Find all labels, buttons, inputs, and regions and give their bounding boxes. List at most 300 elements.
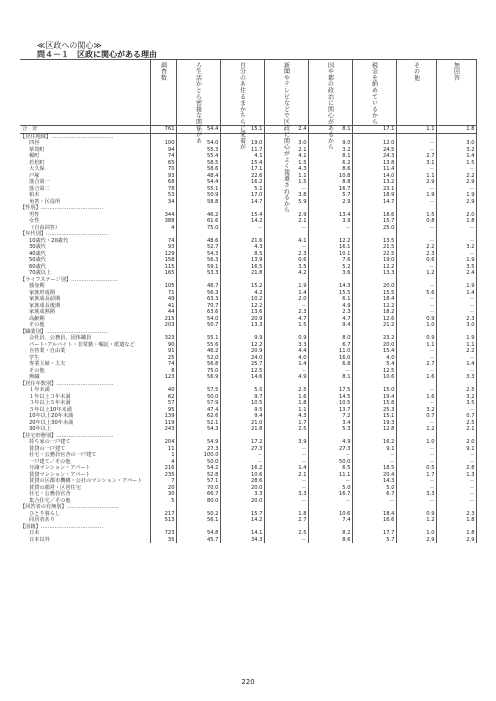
value-cell: 68 (150, 179, 176, 186)
value-cell: 55.1 (176, 186, 220, 193)
value-cell: 4.9 (308, 439, 352, 446)
value-cell: － (396, 225, 436, 232)
value-cell: 15.2 (220, 283, 264, 290)
value-cell: 14.7 (220, 199, 264, 206)
value-cell: 3.5 (264, 264, 308, 271)
value-cell: 20.9 (220, 348, 264, 355)
value-cell: 4.7 (264, 316, 308, 323)
value-cell: 12.2 (308, 238, 352, 245)
category-label: 【居住地域】……………………………… (20, 133, 114, 140)
value-cell: 0.7 (436, 413, 476, 420)
value-cell: 48.6 (176, 238, 220, 245)
value-cell: 3.8 (264, 192, 308, 199)
row-label: 社宅・公務員官舎の一戸建て (29, 452, 97, 458)
value-cell: － (436, 498, 476, 505)
value-cell: 5.4 (352, 361, 396, 368)
value-cell: 1.9 (264, 283, 308, 290)
value-cell: 19.0 (352, 257, 396, 264)
value-cell: 8.1 (308, 126, 352, 134)
value-cell: 63.6 (176, 309, 220, 316)
row-label: ３年以上５年未満 (29, 400, 71, 406)
value-cell: 75.0 (176, 225, 220, 232)
value-cell: 10.2 (220, 296, 264, 303)
value-cell: 12.2 (352, 303, 396, 310)
value-cell: 9.1 (352, 446, 396, 453)
value-cell: 3.1 (396, 160, 436, 167)
value-cell: 94 (150, 147, 176, 154)
value-cell: － (436, 355, 476, 362)
value-cell: 56.3 (176, 290, 220, 297)
value-cell: 10.5 (220, 400, 264, 407)
value-cell: 56.9 (176, 374, 220, 381)
value-cell: － (396, 296, 436, 303)
row-label: １年未満 (29, 387, 50, 393)
value-cell: 2.3 (264, 251, 308, 258)
value-cell: 8.0 (308, 335, 352, 342)
value-cell: － (396, 309, 436, 316)
category-label: 【性別】……………………………… (20, 205, 104, 211)
value-cell: 12.8 (352, 426, 396, 433)
value-cell: 16.7 (308, 491, 352, 498)
value-cell: 3.6 (308, 270, 352, 277)
value-cell: － (436, 407, 476, 414)
value-cell: 1.8 (436, 517, 476, 524)
value-cell: 1.9 (436, 335, 476, 342)
value-cell: 55.1 (176, 335, 220, 342)
value-cell: 16.5 (220, 264, 264, 271)
value-cell: 66.7 (176, 491, 220, 498)
empty-cell (150, 133, 176, 140)
value-cell: 14.6 (220, 374, 264, 381)
value-cell: 13.4 (308, 212, 352, 219)
value-cell: 6.7 (308, 342, 352, 349)
value-cell: － (396, 264, 436, 271)
value-cell: 55.3 (176, 147, 220, 154)
value-cell: 15.7 (352, 218, 396, 225)
value-cell: 0.5 (396, 465, 436, 472)
value-cell: 216 (150, 465, 176, 472)
value-cell: 50.0 (176, 394, 220, 401)
value-cell: 1.5 (396, 212, 436, 219)
value-cell: 2.4 (436, 270, 476, 277)
value-cell: 4.1 (264, 238, 308, 245)
value-cell: 6.7 (352, 491, 396, 498)
value-cell: 4 (150, 225, 176, 232)
value-cell: 4.9 (264, 374, 308, 381)
value-cell: 20 (150, 485, 176, 492)
value-cell: 1.7 (264, 420, 308, 427)
value-cell: 15.7 (220, 511, 264, 518)
value-cell: 5 (150, 498, 176, 505)
row-label: 男性 (29, 211, 40, 218)
header-media-coverage: 新聞やテレビなどで区政に関心がよく報道されるから (264, 60, 308, 126)
value-cell: 513 (150, 517, 176, 524)
row-label: 家族成長後期 (29, 302, 61, 309)
value-cell: 3.3 (396, 491, 436, 498)
value-cell: － (396, 446, 436, 453)
value-cell: 1.0 (396, 322, 436, 329)
value-cell: － (264, 303, 308, 310)
value-cell: 70.7 (176, 303, 220, 310)
value-cell: 11.1 (308, 472, 352, 479)
row-label: 戸塚 (29, 172, 40, 179)
value-cell: 58.8 (176, 199, 220, 206)
value-cell: 0.7 (396, 413, 436, 420)
value-cell: 0.9 (264, 335, 308, 342)
value-cell: 50.2 (176, 511, 220, 518)
value-cell: 7.6 (308, 257, 352, 264)
value-cell: 2.3 (264, 309, 308, 316)
value-cell: 3.5 (436, 400, 476, 407)
row-label: 女性 (29, 218, 40, 224)
value-cell: 1.8 (436, 530, 476, 537)
value-cell: 4.1 (264, 153, 308, 160)
section-title: ≪区政への関心≫ (37, 41, 102, 50)
value-cell: － (436, 251, 476, 258)
value-cell: 54.9 (176, 439, 220, 446)
value-cell: 7.4 (308, 517, 352, 524)
value-cell: － (352, 498, 396, 505)
value-cell: 9.4 (308, 322, 352, 329)
value-cell: － (396, 387, 436, 394)
value-cell: 54.2 (176, 465, 220, 472)
value-cell: 3.2 (436, 394, 476, 401)
value-cell: － (396, 303, 436, 310)
value-cell: 44 (150, 309, 176, 316)
empty-cell (436, 133, 476, 140)
value-cell: 2.0 (436, 439, 476, 446)
value-cell: 6.5 (308, 465, 352, 472)
value-cell: 100 (150, 140, 176, 147)
value-cell: 4 (150, 459, 176, 466)
value-cell: 30 (150, 491, 176, 498)
value-cell: － (220, 452, 264, 459)
value-cell: － (396, 368, 436, 375)
row-label: 独身期 (29, 283, 45, 289)
value-cell: － (396, 147, 436, 154)
row-label: 40歳代 (29, 250, 46, 257)
value-cell: 3.0 (436, 322, 476, 329)
value-cell: － (264, 459, 308, 466)
value-cell: 35 (150, 537, 176, 544)
empty-cell (352, 133, 396, 140)
value-cell: 1.6 (264, 394, 308, 401)
value-cell: 12.5 (352, 368, 396, 375)
value-cell: 21.5 (352, 244, 396, 251)
value-cell: 19.3 (352, 420, 396, 427)
value-cell: 54.4 (176, 126, 220, 134)
value-cell: 53.3 (176, 270, 220, 277)
value-cell: 2.1 (264, 147, 308, 154)
value-cell: 13.2 (352, 179, 396, 186)
value-cell: 3.2 (436, 147, 476, 154)
value-cell: 158 (150, 257, 176, 264)
value-cell: 2.2 (436, 173, 476, 180)
value-cell: － (396, 355, 436, 362)
value-cell: － (436, 309, 476, 316)
value-cell: 16.2 (352, 439, 396, 446)
value-cell: 7.2 (308, 413, 352, 420)
row-label: 分譲マンション・アパート (29, 465, 91, 471)
value-cell: － (436, 225, 476, 232)
value-cell: 54.3 (176, 426, 220, 433)
value-cell: 6.2 (308, 160, 352, 167)
value-cell: 18.5 (352, 465, 396, 472)
category-label: 【回答者の有無別】………………………… (20, 504, 119, 510)
value-cell: 54.0 (176, 316, 220, 323)
value-cell: － (436, 166, 476, 173)
category-row (20, 133, 476, 140)
value-cell: 16.0 (308, 355, 352, 362)
value-cell: 165 (150, 270, 176, 277)
row-label: 賃貸の一戸建て (29, 445, 66, 452)
value-cell: － (436, 296, 476, 303)
value-cell: 1.8 (436, 126, 476, 134)
row-label: 賃貸の区都市機構・公社のマンション・アパート (29, 478, 143, 484)
value-cell: 15.5 (308, 290, 352, 297)
value-cell: 2.3 (436, 316, 476, 323)
value-cell: 3.5 (436, 264, 476, 271)
value-cell: － (264, 485, 308, 492)
value-cell: 93 (150, 173, 176, 180)
value-cell: － (264, 186, 308, 193)
value-cell: 203 (150, 322, 176, 329)
value-cell: 62 (150, 394, 176, 401)
value-cell: 74 (150, 238, 176, 245)
value-cell: 0.6 (396, 257, 436, 264)
value-cell: 21.6 (220, 238, 264, 245)
value-cell: 7 (150, 478, 176, 485)
value-cell: 53 (150, 192, 176, 199)
value-cell: 1.1 (264, 173, 308, 180)
value-cell: 17.2 (220, 439, 264, 446)
value-cell: 14.2 (220, 218, 264, 225)
value-cell: 63.3 (176, 296, 220, 303)
value-cell: 3.4 (308, 420, 352, 427)
value-cell: 54.4 (176, 179, 220, 186)
value-cell: 11.7 (220, 147, 264, 154)
value-cell: 15.4 (220, 160, 264, 167)
value-cell: 4.7 (308, 316, 352, 323)
value-cell: 90 (150, 342, 176, 349)
value-cell: － (264, 478, 308, 485)
value-cell: － (436, 238, 476, 245)
value-cell: 20.0 (220, 485, 264, 492)
value-cell: 4.2 (220, 290, 264, 297)
header-no-answer: 無回答 (436, 60, 476, 126)
value-cell: － (220, 225, 264, 232)
value-cell: 2.1 (264, 218, 308, 225)
value-cell: 5.9 (264, 199, 308, 206)
row-label: 70歳以上 (29, 270, 52, 276)
value-cell: 3.3 (436, 374, 476, 381)
value-cell: 10.6 (220, 472, 264, 479)
value-cell: 1.4 (264, 465, 308, 472)
value-cell: － (396, 140, 436, 147)
total-row (20, 126, 476, 134)
value-cell: 13.9 (220, 257, 264, 264)
row-label: 学生 (29, 354, 40, 361)
value-cell: 13.5 (352, 238, 396, 245)
value-cell: 1.0 (396, 530, 436, 537)
value-cell: 54.0 (176, 140, 220, 147)
value-cell: － (436, 303, 476, 310)
table-body (20, 126, 476, 544)
survey-table (20, 59, 477, 543)
value-cell: 11.0 (308, 348, 352, 355)
value-cell: 16.6 (352, 517, 396, 524)
value-cell: 1.9 (436, 283, 476, 290)
value-cell: 0.8 (396, 218, 436, 225)
value-cell: 11 (150, 446, 176, 453)
value-cell: 16.7 (308, 186, 352, 193)
value-cell: 52.8 (176, 472, 220, 479)
value-cell: 13.6 (220, 309, 264, 316)
value-cell: 3.2 (308, 147, 352, 154)
value-cell: 323 (150, 335, 176, 342)
row-label: 10歳代・20歳代 (29, 237, 69, 244)
value-cell: 8.8 (308, 179, 352, 186)
row-label: その他 (29, 322, 45, 328)
value-cell: － (436, 452, 476, 459)
value-cell: 54.8 (176, 530, 220, 537)
row-label: 30年以上 (29, 426, 52, 432)
value-cell: 2.7 (396, 153, 436, 160)
value-cell: 23.2 (352, 335, 396, 342)
value-cell: 58.5 (176, 160, 220, 167)
value-cell: 21.8 (220, 270, 264, 277)
value-cell: 4.4 (264, 348, 308, 355)
value-cell: 1.4 (436, 290, 476, 297)
value-cell: 3.0 (436, 140, 476, 147)
value-cell: － (264, 446, 308, 453)
value-cell: 1.4 (436, 153, 476, 160)
value-cell: 40 (150, 387, 176, 394)
value-cell: 50.9 (176, 192, 220, 199)
value-cell: 2.1 (436, 426, 476, 433)
value-cell: 45.7 (176, 537, 220, 544)
value-cell: 34 (150, 199, 176, 206)
value-cell: 123 (150, 374, 176, 381)
value-cell: 25.3 (352, 407, 396, 414)
value-cell: 21.2 (352, 322, 396, 329)
value-cell: 15.0 (352, 387, 396, 394)
value-cell: 2.3 (436, 511, 476, 518)
value-cell: 15.5 (352, 290, 396, 297)
value-cell: 24.5 (352, 147, 396, 154)
value-cell: 129 (150, 251, 176, 258)
value-cell: 4.0 (352, 355, 396, 362)
value-cell: 19.4 (352, 394, 396, 401)
row-label: 賃貸マンション・アパート (29, 471, 91, 478)
header-close-to-life: ろ生活かとら密接な関係があ (176, 60, 220, 126)
table-title: 問４－１ 区政に関心がある理由 (37, 50, 157, 59)
value-cell: 12.2 (220, 342, 264, 349)
row-label: 家族成長前期 (29, 296, 61, 302)
value-cell: 57 (150, 400, 176, 407)
value-cell: 27.3 (220, 446, 264, 453)
value-cell: － (264, 452, 308, 459)
value-cell: 1.0 (396, 439, 436, 446)
value-cell: － (396, 420, 436, 427)
value-cell: 14.5 (308, 394, 352, 401)
row-label: ひとり暮らし (29, 510, 61, 517)
value-cell: 1.1 (396, 173, 436, 180)
value-cell: 22.5 (352, 251, 396, 258)
value-cell: 3.0 (264, 140, 308, 147)
row-label: 50歳代 (29, 257, 46, 263)
value-cell: 14.1 (220, 530, 264, 537)
value-cell: 1.1 (396, 126, 436, 134)
value-cell: 1.5 (436, 160, 476, 167)
value-cell: 93 (150, 244, 176, 251)
value-cell: 2.9 (264, 212, 308, 219)
value-cell: 24.3 (352, 153, 396, 160)
value-cell: 55.4 (176, 153, 220, 160)
value-cell: 723 (150, 530, 176, 537)
value-cell: 1.2 (396, 426, 436, 433)
value-cell: 12.6 (352, 316, 396, 323)
value-cell: 119 (150, 420, 176, 427)
value-cell: 15.1 (220, 126, 264, 134)
value-cell: 1.8 (264, 511, 308, 518)
value-cell: 2.5 (264, 426, 308, 433)
value-cell: 3.2 (396, 407, 436, 414)
page-number: 220 (241, 678, 255, 686)
value-cell: 14.7 (352, 199, 396, 206)
value-cell: 55.6 (176, 342, 220, 349)
value-cell: 21.0 (220, 420, 264, 427)
value-cell: 70.0 (176, 485, 220, 492)
value-cell: － (436, 186, 476, 193)
value-cell: － (264, 537, 308, 544)
value-cell: 10.8 (308, 173, 352, 180)
value-cell: 49 (150, 296, 176, 303)
row-label: 落合第二 (29, 185, 50, 192)
value-cell: 18.2 (352, 309, 396, 316)
value-cell: 12.0 (352, 140, 396, 147)
value-cell: 9.4 (220, 413, 264, 420)
value-cell: 0.9 (396, 511, 436, 518)
value-cell: 10.1 (308, 251, 352, 258)
value-cell: 71 (150, 290, 176, 297)
value-cell: 12.2 (220, 303, 264, 310)
value-cell: 17.5 (308, 387, 352, 394)
value-cell: 1.9 (436, 257, 476, 264)
value-cell: 1.9 (436, 192, 476, 199)
value-cell: 18.9 (352, 192, 396, 199)
value-cell: 105 (150, 283, 176, 290)
value-cell: － (352, 452, 396, 459)
value-cell: 2.2 (396, 244, 436, 251)
value-cell: 5.1 (220, 186, 264, 193)
value-cell: 27.3 (308, 446, 352, 453)
value-cell: 52.1 (176, 420, 220, 427)
value-cell: 9.1 (436, 446, 476, 453)
value-cell: 46.2 (176, 212, 220, 219)
row-label: 高齢期 (29, 315, 45, 322)
value-cell: 2.9 (436, 179, 476, 186)
value-cell: 2.9 (436, 537, 476, 544)
value-cell: 5.0 (308, 485, 352, 492)
value-cell: 5.3 (308, 426, 352, 433)
value-cell: 243 (150, 426, 176, 433)
value-cell: 10.6 (308, 511, 352, 518)
value-cell: － (396, 459, 436, 466)
value-cell: 2.1 (264, 472, 308, 479)
row-label: 日本 (29, 530, 40, 536)
value-cell: 15.1 (352, 413, 396, 420)
